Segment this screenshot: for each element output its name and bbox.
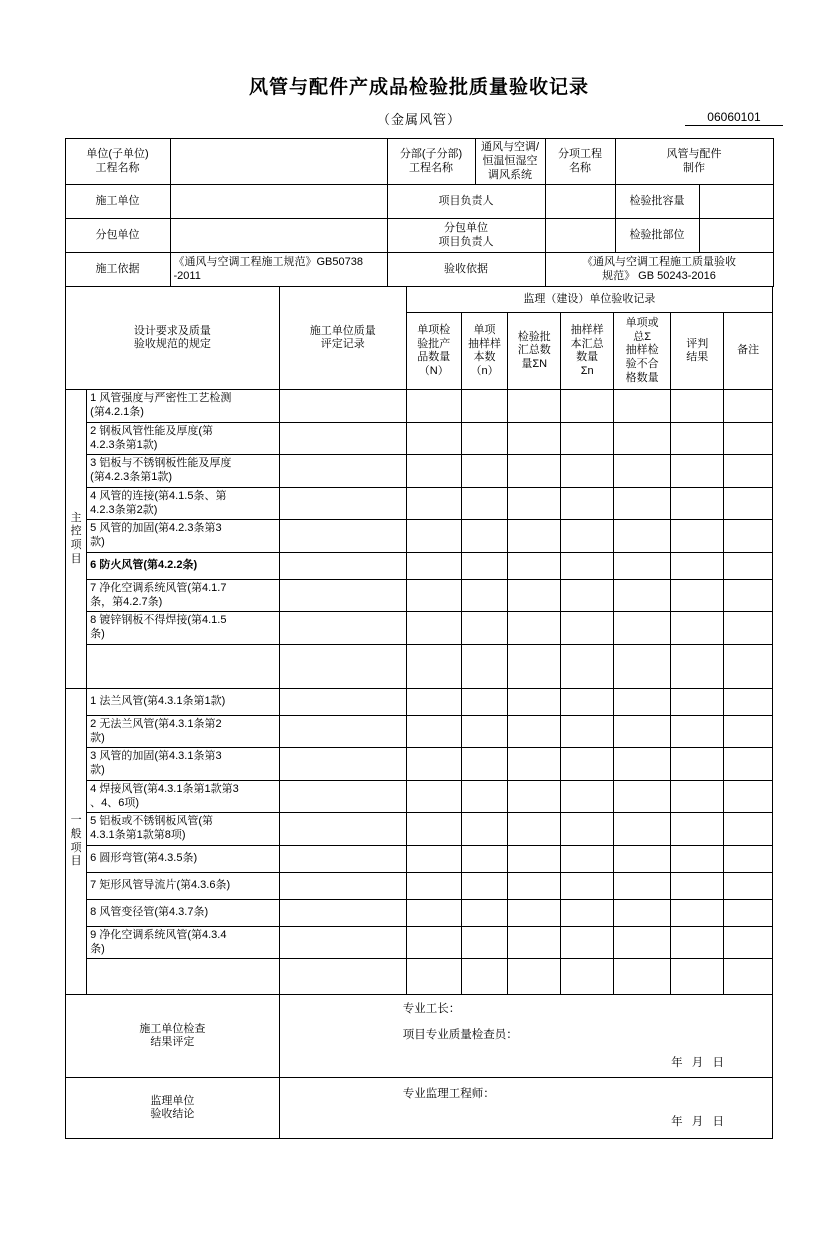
division-label: 分部(子分部) 工程名称: [387, 139, 475, 185]
cell-sample-total[interactable]: [561, 959, 614, 995]
cell-fail-count[interactable]: [614, 579, 671, 612]
cell-product-count[interactable]: [406, 390, 461, 423]
cell-product-count[interactable]: [406, 872, 461, 899]
cell-sample-total[interactable]: [561, 926, 614, 959]
item-text: 7 矩形风管导流片(第4.3.6条): [87, 872, 280, 899]
cell-fail-count[interactable]: [614, 748, 671, 781]
cell-batch-total[interactable]: [508, 780, 561, 813]
cell-unit-record[interactable]: [279, 715, 406, 748]
cell-fail-count[interactable]: [614, 487, 671, 520]
foreman-label: 专业工长：: [402, 1003, 461, 1016]
sub-manager-label: 分包单位 项目负责人: [387, 219, 545, 253]
cell-sample-count[interactable]: [461, 422, 508, 455]
cell-batch-total[interactable]: [508, 748, 561, 781]
cell-product-count[interactable]: [406, 455, 461, 488]
document-subtitle: （金属风管）: [376, 112, 461, 127]
cell-fail-count[interactable]: [614, 644, 671, 688]
cell-remark[interactable]: [724, 644, 773, 688]
table-row: [66, 872, 773, 899]
cell-sample-total[interactable]: [561, 872, 614, 899]
cell-fail-count[interactable]: [614, 552, 671, 579]
cell-fail-count[interactable]: [614, 688, 671, 715]
cell-batch-total[interactable]: [508, 926, 561, 959]
batch-location-label: 检验批部位: [615, 219, 699, 253]
batch-capacity-label: 检验批容量: [615, 185, 699, 219]
subcontractor-label: 分包单位: [65, 219, 170, 253]
cell-sample-total[interactable]: [561, 520, 614, 553]
cell-fail-count[interactable]: [614, 780, 671, 813]
cell-fail-count[interactable]: [614, 612, 671, 645]
col-header-judgement: 评判 结果: [671, 313, 724, 390]
unit-conclusion-label: 施工单位检查 结果评定: [66, 995, 280, 1078]
cell-product-count[interactable]: [406, 688, 461, 715]
table-row: [66, 748, 773, 781]
cell-remark[interactable]: [724, 579, 773, 612]
cell-remark[interactable]: [724, 688, 773, 715]
item-text: 8 风管变径管(第4.3.7条): [87, 899, 280, 926]
cell-sample-total[interactable]: [561, 487, 614, 520]
table-row: [66, 552, 773, 579]
cell-sample-count[interactable]: [461, 959, 508, 995]
table-row: [65, 185, 773, 219]
cell-judgement[interactable]: [671, 487, 724, 520]
cell-product-count[interactable]: [406, 579, 461, 612]
supervisor-label: 专业监理工程师：: [402, 1087, 495, 1100]
cell-fail-count[interactable]: [614, 926, 671, 959]
cell-remark[interactable]: [724, 715, 773, 748]
cell-unit-record[interactable]: [279, 780, 406, 813]
cell-sample-count[interactable]: [461, 487, 508, 520]
cell-sample-count[interactable]: [461, 845, 508, 872]
cell-sample-total[interactable]: [561, 455, 614, 488]
basis-label: 施工依据: [65, 253, 170, 287]
cell-batch-total[interactable]: [508, 959, 561, 995]
table-row: [66, 422, 773, 455]
supervision-conclusion-label: 监理单位 验收结论: [66, 1078, 280, 1139]
cell-unit-record[interactable]: [279, 899, 406, 926]
cell-sample-count[interactable]: [461, 390, 508, 423]
cell-sample-total[interactable]: [561, 390, 614, 423]
cell-judgement[interactable]: [671, 520, 724, 553]
table-row: [66, 579, 773, 612]
cell-sample-count[interactable]: [461, 926, 508, 959]
table-row: [66, 1078, 773, 1139]
cell-unit-record[interactable]: [279, 644, 406, 688]
sub-manager-value[interactable]: [545, 219, 615, 253]
unit-conclusion-content[interactable]: [279, 995, 772, 1078]
cell-judgement[interactable]: [671, 644, 724, 688]
cell-remark[interactable]: [724, 612, 773, 645]
cell-batch-total[interactable]: [508, 487, 561, 520]
cell-unit-record[interactable]: [279, 688, 406, 715]
table-row: [65, 219, 773, 253]
cell-batch-total[interactable]: [508, 422, 561, 455]
cell-unit-record[interactable]: [279, 487, 406, 520]
section-label-main-control: 主 控 项 目: [66, 390, 87, 689]
item-text: 3 风管的加固(第4.3.1条第3 款): [87, 748, 280, 781]
design-req-header: 设计要求及质量 验收规范的规定: [66, 287, 280, 390]
cell-sample-count[interactable]: [461, 748, 508, 781]
cell-product-count[interactable]: [406, 487, 461, 520]
cell-fail-count[interactable]: [614, 872, 671, 899]
cell-judgement[interactable]: [671, 780, 724, 813]
cell-judgement[interactable]: [671, 959, 724, 995]
cell-remark[interactable]: [724, 899, 773, 926]
table-row: [65, 139, 773, 185]
sub-item-value[interactable]: 风管与配件 制作: [615, 139, 773, 185]
col-header-product-count: 单项检 验批产 品数量 （N）: [406, 313, 461, 390]
cell-unit-record[interactable]: [279, 813, 406, 846]
acceptance-basis-value: 《通风与空调工程施工质量验收 规范》 GB 50243-2016: [545, 253, 773, 287]
cell-judgement[interactable]: [671, 845, 724, 872]
cell-batch-total[interactable]: [508, 579, 561, 612]
item-text: 5 风管的加固(第4.2.3条第3 款): [87, 520, 280, 553]
cell-judgement[interactable]: [671, 872, 724, 899]
cell-batch-total[interactable]: [508, 813, 561, 846]
table-row: [66, 455, 773, 488]
table-row: [66, 715, 773, 748]
cell-unit-record[interactable]: [279, 422, 406, 455]
cell-product-count[interactable]: [406, 959, 461, 995]
inspection-table: [65, 286, 773, 1139]
cell-sample-count[interactable]: [461, 780, 508, 813]
cell-judgement[interactable]: [671, 422, 724, 455]
unit-project-label: 单位(子单位) 工程名称: [65, 139, 170, 185]
cell-product-count[interactable]: [406, 926, 461, 959]
cell-unit-record[interactable]: [279, 872, 406, 899]
cell-remark[interactable]: [724, 780, 773, 813]
table-row: [66, 959, 773, 995]
cell-product-count[interactable]: [406, 715, 461, 748]
cell-judgement[interactable]: [671, 688, 724, 715]
cell-remark[interactable]: [724, 552, 773, 579]
cell-unit-record[interactable]: [279, 612, 406, 645]
cell-fail-count[interactable]: [614, 520, 671, 553]
table-row: [66, 688, 773, 715]
project-manager-value[interactable]: [545, 185, 615, 219]
table-row: [66, 995, 773, 1078]
subcontractor-value[interactable]: [170, 219, 387, 253]
item-text: 1 法兰风管(第4.3.1条第1款): [87, 688, 280, 715]
cell-sample-count[interactable]: [461, 872, 508, 899]
info-table: [65, 138, 774, 287]
batch-location-value[interactable]: [699, 219, 773, 253]
cell-judgement[interactable]: [671, 899, 724, 926]
table-header-row: [66, 287, 773, 313]
cell-batch-total[interactable]: [508, 644, 561, 688]
acceptance-basis-label: 验收依据: [387, 253, 545, 287]
cell-sample-total[interactable]: [561, 813, 614, 846]
cell-sample-count[interactable]: [461, 813, 508, 846]
cell-product-count[interactable]: [406, 520, 461, 553]
table-row: [66, 813, 773, 846]
cell-unit-record[interactable]: [279, 959, 406, 995]
cell-sample-total[interactable]: [561, 579, 614, 612]
cell-unit-record[interactable]: [279, 579, 406, 612]
item-text: 1 风管强度与严密性工艺检测 (第4.2.1条): [87, 390, 280, 423]
supervision-conclusion-content[interactable]: [279, 1078, 772, 1139]
cell-judgement[interactable]: [671, 813, 724, 846]
col-header-fail-count: 单项或 总Σ 抽样检 验不合 格数量: [614, 313, 671, 390]
table-row: [66, 845, 773, 872]
supervision-group-header: 监理（建设）单位验收记录: [406, 287, 772, 313]
item-text: 6 防火风管(第4.2.2条): [87, 552, 280, 579]
item-text: 7 净化空调系统风管(第4.1.7 条，第4.2.7条): [87, 579, 280, 612]
cell-unit-record[interactable]: [279, 926, 406, 959]
cell-fail-count[interactable]: [614, 845, 671, 872]
cell-remark[interactable]: [724, 455, 773, 488]
cell-product-count[interactable]: [406, 748, 461, 781]
cell-fail-count[interactable]: [614, 422, 671, 455]
item-text: 8 镀锌钢板不得焊接(第4.1.5 条): [87, 612, 280, 645]
cell-sample-total[interactable]: [561, 688, 614, 715]
cell-sample-total[interactable]: [561, 899, 614, 926]
division-value[interactable]: 通风与空调/ 恒温恒湿空 调风系统: [475, 139, 545, 185]
cell-judgement[interactable]: [671, 926, 724, 959]
cell-judgement[interactable]: [671, 552, 724, 579]
cell-remark[interactable]: [724, 959, 773, 995]
cell-sample-count[interactable]: [461, 455, 508, 488]
cell-remark[interactable]: [724, 390, 773, 423]
item-text: 3 铝板与不锈钢板性能及厚度 (第4.2.3条第1款): [87, 455, 280, 488]
cell-judgement[interactable]: [671, 748, 724, 781]
item-text: 2 钢板风管性能及厚度(第 4.2.3条第1款): [87, 422, 280, 455]
cell-remark[interactable]: [724, 748, 773, 781]
cell-sample-count[interactable]: [461, 612, 508, 645]
cell-product-count[interactable]: [406, 899, 461, 926]
cell-unit-record[interactable]: [279, 748, 406, 781]
cell-batch-total[interactable]: [508, 715, 561, 748]
cell-judgement[interactable]: [671, 612, 724, 645]
col-header-sample-total: 抽样样 本汇总 数量 Σn: [561, 313, 614, 390]
cell-batch-total[interactable]: [508, 688, 561, 715]
date-label-2: 年 月 日: [671, 1116, 727, 1129]
cell-sample-total[interactable]: [561, 644, 614, 688]
cell-item-blank[interactable]: [87, 959, 280, 995]
cell-sample-total[interactable]: [561, 715, 614, 748]
cell-unit-record[interactable]: [279, 552, 406, 579]
table-row: [66, 520, 773, 553]
basis-value: 《通风与空调工程施工规范》GB50738 -2011: [170, 253, 387, 287]
cell-unit-record[interactable]: [279, 845, 406, 872]
table-row: [66, 926, 773, 959]
col-header-remark: 备注: [724, 313, 773, 390]
cell-sample-total[interactable]: [561, 780, 614, 813]
document-page: [0, 72, 838, 1258]
cell-sample-count[interactable]: [461, 688, 508, 715]
cell-batch-total[interactable]: [508, 872, 561, 899]
cell-remark[interactable]: [724, 487, 773, 520]
cell-unit-record[interactable]: [279, 390, 406, 423]
table-row: [65, 253, 773, 287]
cell-batch-total[interactable]: [508, 520, 561, 553]
cell-product-count[interactable]: [406, 422, 461, 455]
sub-item-label: 分项工程 名称: [545, 139, 615, 185]
cell-unit-record[interactable]: [279, 520, 406, 553]
unit-record-header: 施工单位质量 评定记录: [279, 287, 406, 390]
cell-remark[interactable]: [724, 845, 773, 872]
cell-sample-count[interactable]: [461, 899, 508, 926]
item-text: 9 净化空调系统风管(第4.3.4 条): [87, 926, 280, 959]
cell-sample-total[interactable]: [561, 422, 614, 455]
batch-capacity-value[interactable]: [699, 185, 773, 219]
cell-sample-count[interactable]: [461, 520, 508, 553]
cell-product-count[interactable]: [406, 845, 461, 872]
cell-sample-total[interactable]: [561, 612, 614, 645]
cell-judgement[interactable]: [671, 715, 724, 748]
cell-product-count[interactable]: [406, 780, 461, 813]
col-header-batch-total: 检验批 汇总数 量ΣN: [508, 313, 561, 390]
cell-fail-count[interactable]: [614, 390, 671, 423]
cell-sample-count[interactable]: [461, 552, 508, 579]
cell-item-blank[interactable]: [87, 644, 280, 688]
cell-fail-count[interactable]: [614, 715, 671, 748]
item-text: 4 焊接风管(第4.3.1条第1款第3 、4、6项): [87, 780, 280, 813]
table-row: [66, 487, 773, 520]
cell-sample-count[interactable]: [461, 715, 508, 748]
cell-fail-count[interactable]: [614, 813, 671, 846]
table-row: [66, 780, 773, 813]
cell-judgement[interactable]: [671, 579, 724, 612]
cell-batch-total[interactable]: [508, 552, 561, 579]
section-label-general: 一 般 项 目: [66, 688, 87, 995]
item-text: 2 无法兰风管(第4.3.1条第2 款): [87, 715, 280, 748]
cell-remark[interactable]: [724, 926, 773, 959]
cell-unit-record[interactable]: [279, 455, 406, 488]
document-code: 06060101: [685, 110, 783, 126]
subtitle-row: [0, 109, 838, 129]
cell-remark[interactable]: [724, 520, 773, 553]
cell-batch-total[interactable]: [508, 845, 561, 872]
cell-sample-total[interactable]: [561, 552, 614, 579]
cell-batch-total[interactable]: [508, 455, 561, 488]
construction-unit-label: 施工单位: [65, 185, 170, 219]
date-label: 年 月 日: [671, 1056, 727, 1069]
project-manager-label: 项目负责人: [387, 185, 545, 219]
cell-fail-count[interactable]: [614, 959, 671, 995]
table-row: [66, 644, 773, 688]
cell-product-count[interactable]: [406, 644, 461, 688]
cell-product-count[interactable]: [406, 612, 461, 645]
cell-fail-count[interactable]: [614, 455, 671, 488]
cell-sample-total[interactable]: [561, 748, 614, 781]
item-text: 4 风管的连接(第4.1.5条、第 4.2.3条第2款): [87, 487, 280, 520]
item-text: 5 铝板或不锈钢板风管(第 4.3.1条第1款第8项): [87, 813, 280, 846]
col-header-sample-count: 单项 抽样样 本数 （n）: [461, 313, 508, 390]
cell-product-count[interactable]: [406, 552, 461, 579]
item-text: 6 圆形弯管(第4.3.5条): [87, 845, 280, 872]
cell-sample-count[interactable]: [461, 579, 508, 612]
cell-remark[interactable]: [724, 872, 773, 899]
page-title: 风管与配件产成品检验批质量验收记录: [248, 77, 589, 98]
unit-project-value[interactable]: [170, 139, 387, 185]
cell-product-count[interactable]: [406, 813, 461, 846]
cell-sample-count[interactable]: [461, 644, 508, 688]
cell-remark[interactable]: [724, 813, 773, 846]
cell-batch-total[interactable]: [508, 899, 561, 926]
cell-batch-total[interactable]: [508, 390, 561, 423]
cell-judgement[interactable]: [671, 390, 724, 423]
inspector-label: 项目专业质量检查员：: [402, 1028, 518, 1041]
cell-fail-count[interactable]: [614, 899, 671, 926]
cell-remark[interactable]: [724, 422, 773, 455]
table-row: [66, 390, 773, 423]
cell-sample-total[interactable]: [561, 845, 614, 872]
table-row: [66, 899, 773, 926]
cell-batch-total[interactable]: [508, 612, 561, 645]
table-row: [66, 612, 773, 645]
cell-judgement[interactable]: [671, 455, 724, 488]
construction-unit-value[interactable]: [170, 185, 387, 219]
